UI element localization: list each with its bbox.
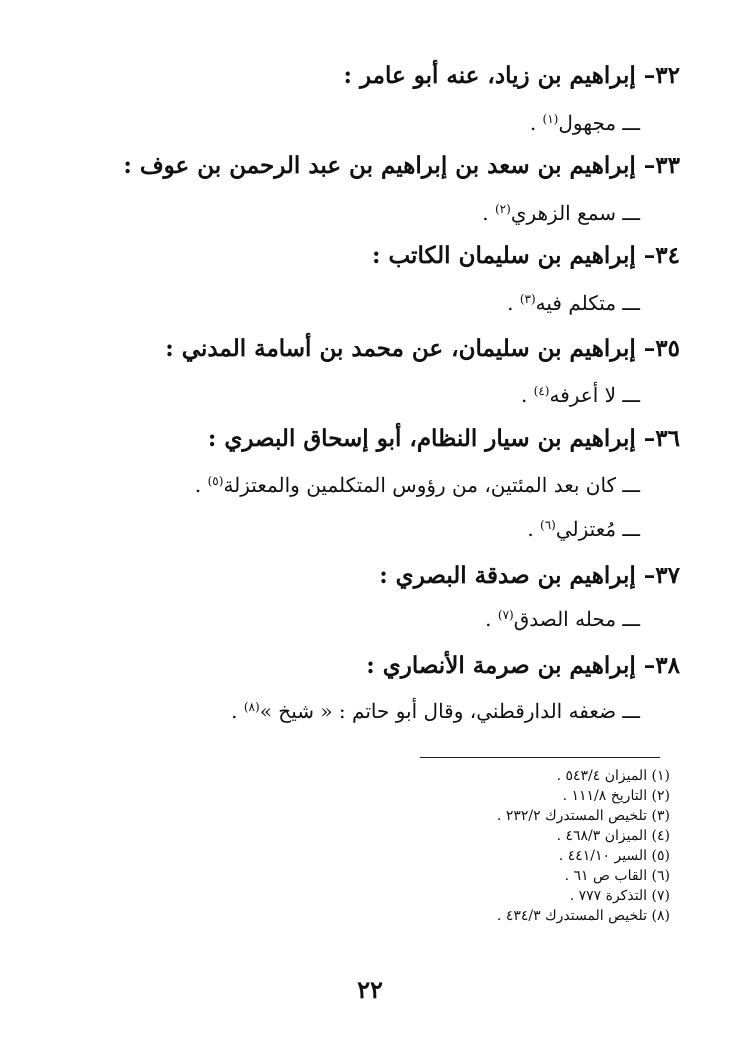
note-end: . <box>231 699 244 723</box>
entry-note-36a <box>80 470 640 500</box>
note-text: ـــ مُعتزلي <box>555 517 640 541</box>
note-text: ـــ مجهول <box>558 111 640 135</box>
footnote-ref: (٣) <box>519 292 536 306</box>
note-end: . <box>507 291 520 315</box>
entry-note-34 <box>80 288 640 318</box>
note-text: ـــ متكلم فيه <box>535 291 640 315</box>
footnotes-list <box>270 766 670 926</box>
page-number: ٢٢ <box>357 975 383 1004</box>
note-text: ـــ محله الصدق <box>513 607 640 631</box>
entry-note-33 <box>80 198 640 228</box>
entry-heading-34: ٣٤– إبراهيم بن سليمان الكاتب : <box>371 242 680 269</box>
footnote-5: (٥) السير ٤٤١/١٠ . <box>558 848 670 864</box>
footnote-7: (٧) التذكرة ٧٧٧ . <box>569 888 670 904</box>
footnote-3: (٣) تلخيص المستدرك ٢٣٢/٢ . <box>496 808 670 824</box>
note-text: ـــ كان بعد المئتين، من رؤوس المتكلمين والمعتزلة <box>223 473 640 497</box>
footnote-ref: (٧) <box>497 608 514 622</box>
note-text: ـــ لا أعرفه <box>549 383 640 407</box>
note-text: ـــ سمع الزهري <box>510 201 640 225</box>
note-end: . <box>520 383 534 407</box>
footnote-6: (٦) القاب ص ٦١ . <box>564 868 670 884</box>
entry-heading-36: ٣٦– إبراهيم بن سيار النظام، أبو إسحاق البصري : <box>207 425 680 452</box>
footnote-ref: (٢) <box>494 202 511 216</box>
footnote-8: (٨) تلخيص المستدرك ٤٣٤/٣ . <box>496 908 670 924</box>
note-end: . <box>194 473 208 497</box>
note-end: . <box>485 607 498 631</box>
entry-note-36b <box>80 514 640 544</box>
footnote-separator <box>420 757 660 758</box>
entry-note-35 <box>80 380 640 410</box>
footnote-ref: (٥) <box>207 474 224 488</box>
footnote-2: (٢) التاريخ ١١١/٨ . <box>562 788 670 804</box>
note-end: . <box>527 517 541 541</box>
footnote-1: (١) الميزان ٥٤٣/٤ . <box>556 768 670 784</box>
note-end: . <box>482 201 495 225</box>
entry-heading-38: ٣٨– إبراهيم بن صرمة الأنصاري : <box>366 652 680 679</box>
note-text: ـــ ضعفه الدارقطني، وقال أبو حاتم : « شيخ » <box>259 699 640 723</box>
entry-heading-35: ٣٥– إبراهيم بن سليمان، عن محمد بن أسامة المدني : <box>165 335 680 362</box>
entry-heading-37: ٣٧– إبراهيم بن صدقة البصري : <box>379 562 680 589</box>
footnote-ref: (٦) <box>540 518 556 532</box>
entry-note-37 <box>80 604 640 634</box>
footnote-ref: (٨) <box>243 700 260 714</box>
footnote-4: (٤) الميزان ٤٦٨/٣ . <box>556 828 670 844</box>
footnote-ref: (١) <box>542 112 559 126</box>
footnote-ref: (٤) <box>533 384 550 398</box>
entry-note-38 <box>80 696 640 726</box>
entry-note-32 <box>80 108 640 138</box>
entry-heading-32: ٣٢– إبراهيم بن زياد، عنه أبو عامر : <box>343 62 680 89</box>
note-end: . <box>529 111 543 135</box>
entry-heading-33: ٣٣– إبراهيم بن سعد بن إبراهيم بن عبد الرحمن بن عوف : <box>123 152 680 179</box>
